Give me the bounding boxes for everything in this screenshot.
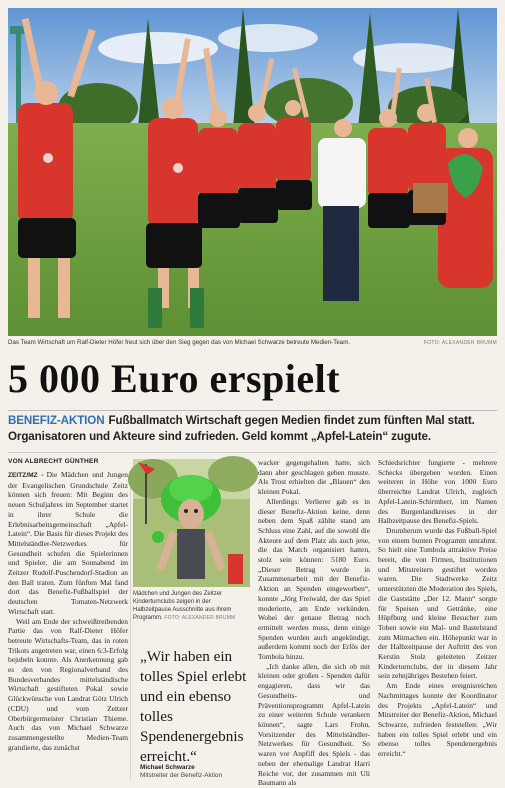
dateline: ZEITZ/MZ - <box>8 472 44 479</box>
kid-photo-caption-text: Mädchen und Jungen des Zeitzer Kinderturnclubs zeigen in der Halbzeitpause Ausschnitte aus ihrem Programm. <box>133 591 232 621</box>
col3-paragraph-1: wacker gegengehalten hatte, sich dann aber geschlagen geben musste. Als Trost erhielten die „Blauen“ den kleinen Pokal. <box>258 458 370 497</box>
photo-caption: Das Team Wirtschaft um Ralf-Dieter Höfer freut sich über den Sieg gegen das von Michael Schwarze betreute Medien-Team. <box>8 339 351 346</box>
headline-rule <box>8 410 497 411</box>
quote-role: Mitstreiter der Benefiz-Aktion <box>140 772 223 779</box>
article-column-4 <box>378 458 497 780</box>
byline: VON ALBRECHT GÜNTHER <box>8 458 99 465</box>
col4-paragraph-2: Drumherum wurde das Fußball-Spiel von einem bunten Programm umrahmt. So hielt eine Tombola attraktive Preise bereit, die von Firmen, Institutionen und Mitstreitern gestiftet worden waren. Die Stadtwerke Zeitz unterstützten die Moderation des Spiels, die Gaststätte „Der 12. Mann“ sorgte für Speisen und Getränke, eine Hüpfburg und kleine Besucher zum Toben sowie ein Mal- und Bastelstand zum Mitmachen ein. Höhepunkt war in der Halbzeitpause der Auftritt des von Kerstin Stolz geleiteten Zeitzer Kinderturnclubs, der in diesem Jahr sein zehnjähriges Bestehen feiert. <box>378 525 497 681</box>
quote-name: Michael Schwarze <box>140 764 195 771</box>
kicker: BENEFIZ-AKTION <box>8 414 105 427</box>
subhead-rule <box>8 452 497 453</box>
quote-attribution <box>140 764 255 780</box>
headline: 5 000 Euro erspielt <box>8 356 341 401</box>
photo-credit: FOTO: ALEXANDER BRUMM <box>423 340 497 346</box>
col3-paragraph-3: „Ich danke allen, die sich ob mit kleinen oder großen - Spenden dafür engagieren, dass wir das Gesundheits- und Präventionsprogramm Apfel-Latein zu einer weiteren Schule verankern können“, sagte Lars Frohn, Vorsitzender des Mittelständler-Netzwerkes für Gesundheit. So waren vor Anpfiff des Spiels - das neben der ehemalige Landrat Harri Reiche vor, der zusammen mit Uli Baumann als <box>258 661 370 788</box>
col3-paragraph-2: Allerdings: Verlierer gab es in dieser Benefiz-Aktion keine, denn neben dem Spaß zählte stand am Schluss eine Zahl, auf die sowohl die Akteure auf dem Platz als auch jene, die das Match organisiert hatten, stolz sein können: 5180 Euro. „Dieser Betrag wurde in Zusammenarbeit mit der Benefiz-Aktion an Spenden eingeworben“, konnte „Jörg Freiwald, der das Spiel moderierte, am Ende verkünden. Wobei der genaue Betrag noch ermittelt werden muss, denn einige Spenden wurden auch angekündigt, außerdem kommt noch der Erlös der Tombola hinzu. <box>258 496 370 662</box>
kid-photo-caption <box>133 590 250 622</box>
col1-paragraph-1: Die Mädchen und Jungen der Evangelischen Grundschule Zeitz können sich freuen: Mit Beginn des neuen Schuljahres im September startet in ihrer Schule die Erlebnisarbeitsgemeinschaft „Apfel-Latein“. Die Basis für dieses Projekt des Mittelständler-Netzwerkes für Gesundheit schufen die Spielerinnen und Spieler, die am Sonnabend im Zeitzer Rudolf-Puschendorf-Stadion an den Ball traten. Zum fünften Mal fand dort das Benefiz-Fußballspiel der deutschen Tomaten-Netzwerk Wirtschaft statt. <box>8 470 128 616</box>
kid-photo-credit: FOTO: ALEXANDER BRUMM <box>164 615 236 621</box>
team-photo <box>8 8 497 336</box>
subhead-text: Fußballmatch Wirtschaft gegen Medien findet zum fünften Mal statt. Organisatoren und Akteure sind zufrieden. Geld kommt „Apfel-Latein“ zugute. <box>8 414 475 443</box>
subhead <box>8 413 497 445</box>
photo-caption-bar <box>8 338 497 348</box>
col4-paragraph-1: Schiedsrichter fungierte - mehrere Schecks übergeben worden. Einen weiteren in Höhe von 1000 Euro überreichte Landrat Ulrich, zugleich Apfel-Latein-Schirmherr, im Namen des Burgenlandkreises in der Halbzeitpause des Benefiz-Spiels. <box>378 458 497 526</box>
pull-quote: „Wir haben ein tolles Spiel erlebt und ein ebenso tolles Spendenergebnis erreicht.“ <box>140 648 247 765</box>
col1-paragraph-2: Weil am Ende der schweißtreibenden Partie das von Ralf-Dieter Höfer betreute Wirtschafts-Team, das in roten Trikots angetreten war, einen 6:3-Erfolg bejubeln konnte. Als Anerkennung gab es den von Regionalverband des Bundesverbandes mittelständische Wirtschaft gestifteten Pokal sowie Glückwünsche von Landrat Götz Ulrich (CDU) und vom Zeitzer Oberbürgermeister Christian Thieme. Auch das von Michael Schwarze zusammengestellte Medien-Team gratulierte, das zunächst <box>8 616 128 752</box>
column-divider <box>130 470 131 780</box>
col4-paragraph-3: Am Ende eines ereignisreichen Nachmittages konnte der Koordinator des Projekts „Apfel-Latein“ und Mitstreiter der Benefiz-Aktion, Michael Schwarze, zufrieden feststellen: „Wir haben ein tolles Spiel erlebt und ein ebenso tolles Spendenergebnis erreicht.“ <box>378 681 497 759</box>
article-column-1 <box>8 470 128 780</box>
article-column-3 <box>258 458 370 788</box>
kid-photo <box>133 459 250 587</box>
